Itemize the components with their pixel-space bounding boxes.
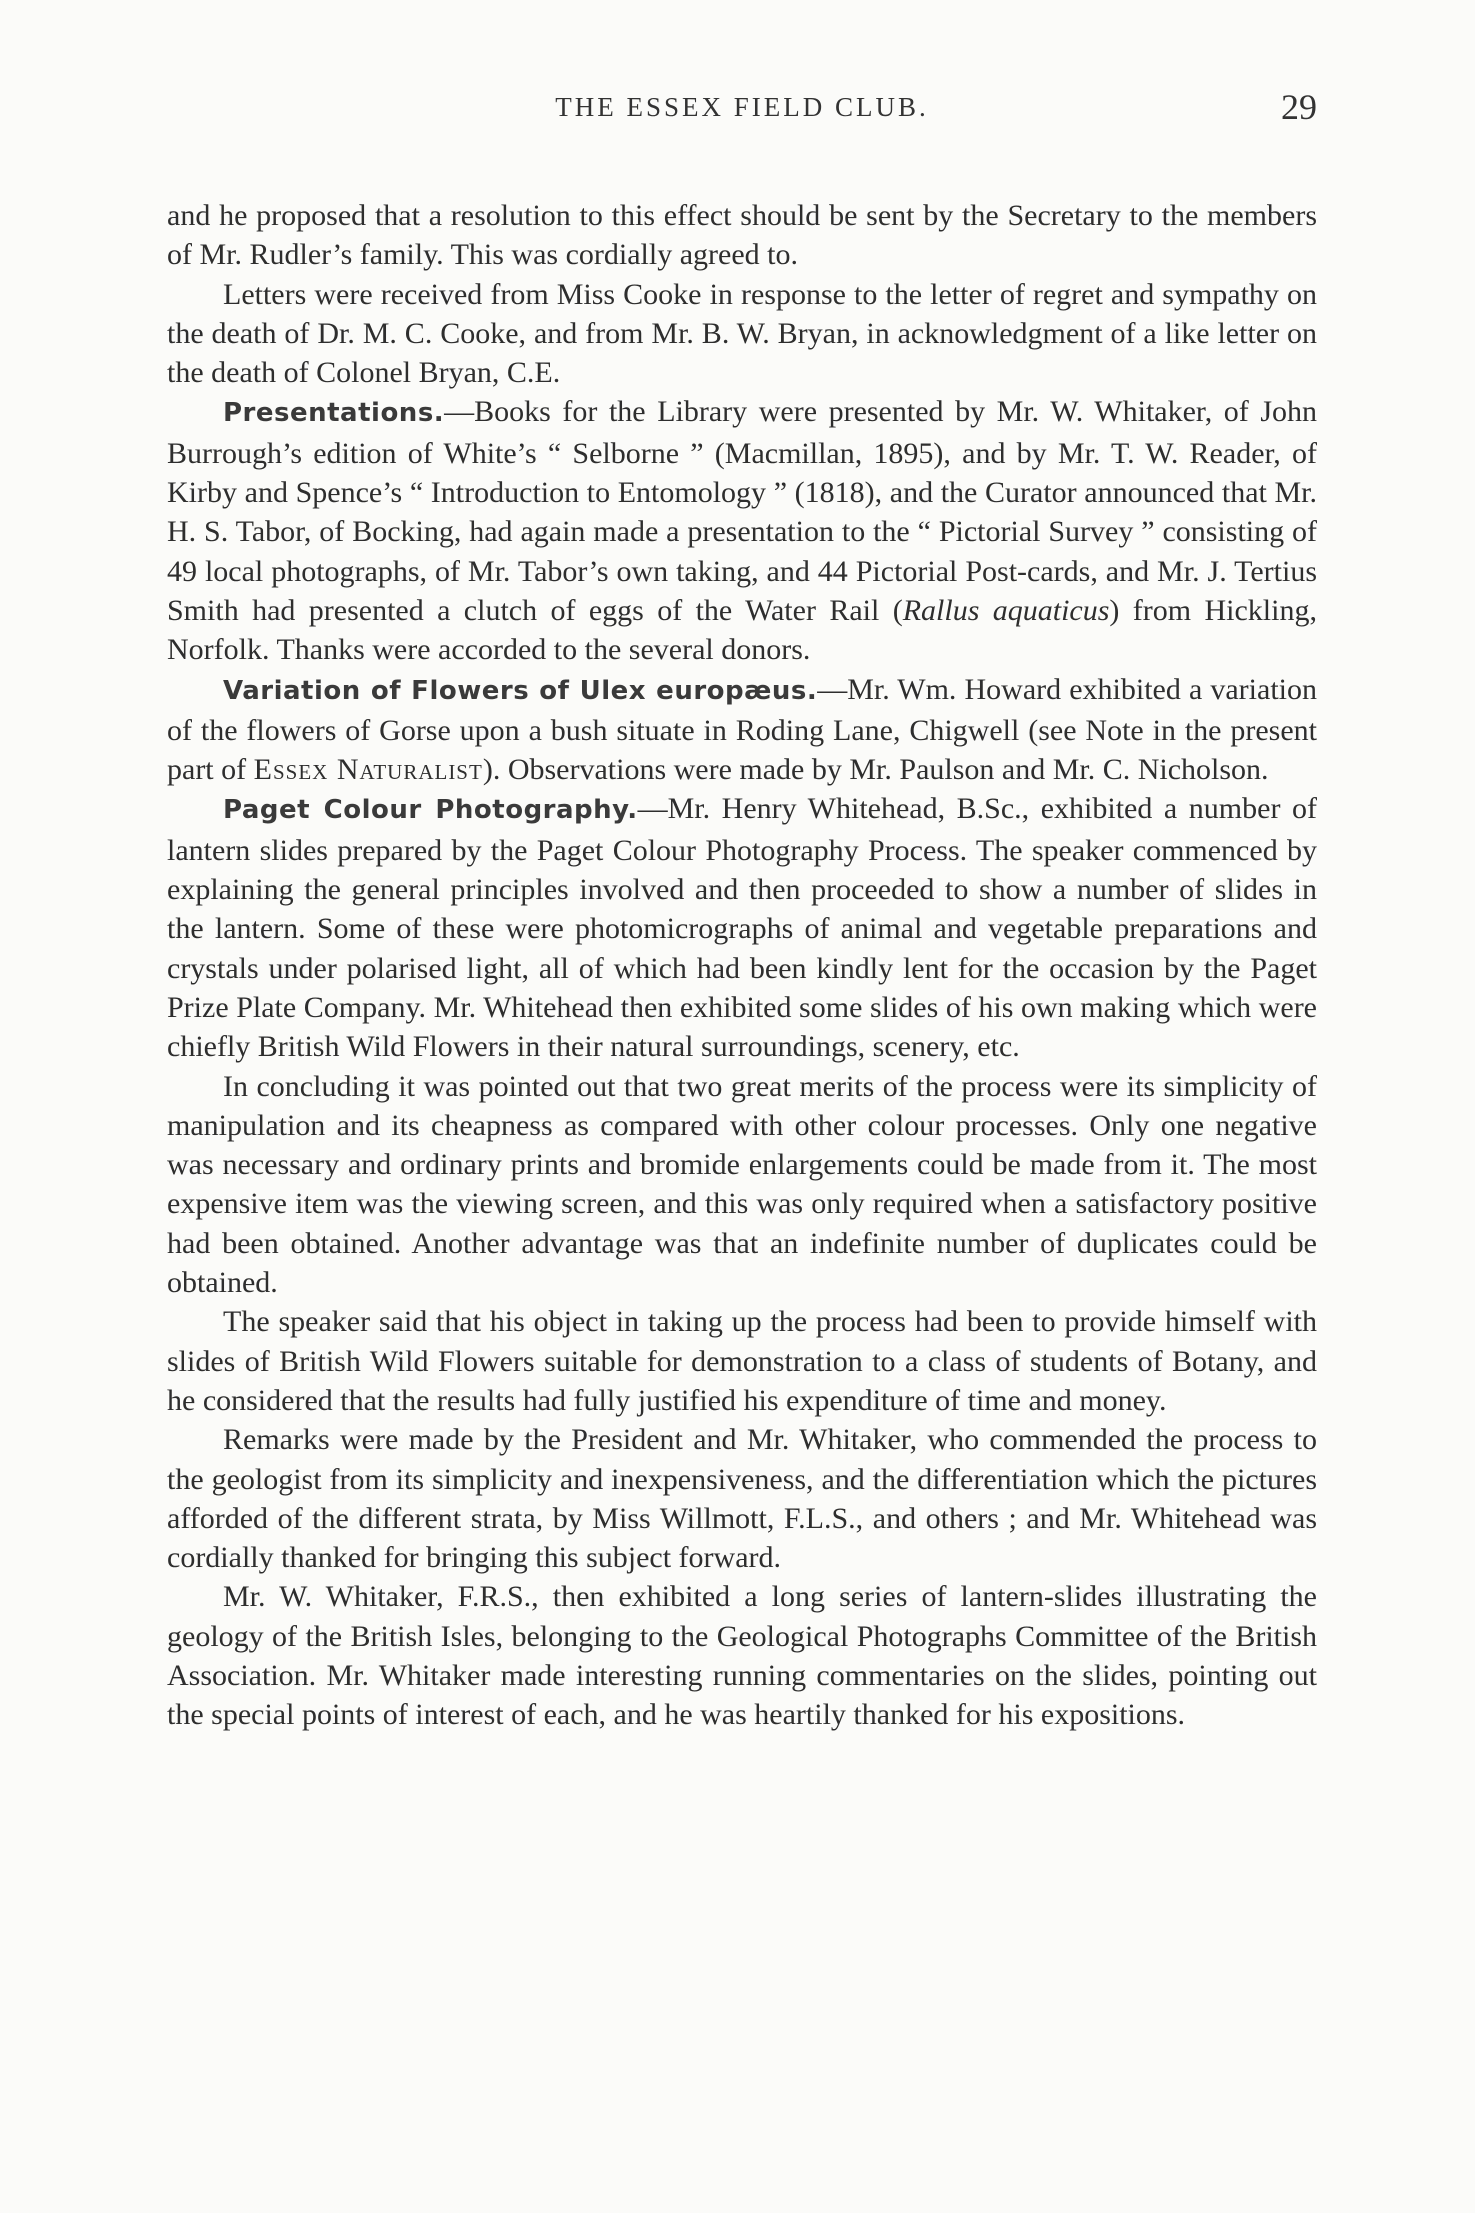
- paget-text: —Mr. Henry Whitehead, B.Sc., exhibited a number of lantern slides prepared by the Paget Colour Photography Process. The speaker commenced by explaining the general principles involved and then proceeded to show a number of slides in the lantern. Some of these were photomicrographs of animal and vegetable preparations and crystals under polarised light, all of which had been kindly lent for the occasion by the Paget Prize Plate Company. Mr. Whitehead then exhibited some slides of his own making which were chiefly British Wild Flowers in their natural surroundings, scenery, etc.: [167, 792, 1317, 1064]
- body-text: [167, 196, 1317, 1735]
- species-name: Rallus aquaticus: [902, 593, 1110, 627]
- section-heading-paget: Paget Colour Photography.: [223, 795, 638, 826]
- paragraph-concluding: In concluding it was pointed out that two great merits of the process were its simplicity of manipulation and its cheapness as compared with other colour processes. Only one negative was necessary and ordinary prints and bromide enlargements could be made from it. The most expensive item was the viewing screen, and this was only required when a satisfactory positive had been obtained. Another advantage was that an indefinite number of duplicates could be obtained.: [167, 1069, 1317, 1300]
- document-page: [167, 84, 1317, 1735]
- paragraph-letters: Letters were received from Miss Cooke in response to the letter of regret and sympathy on the death of Dr. M. C. Cooke, and from Mr. B. W. Bryan, in acknowledgment of a like letter on the death of Colonel Bryan, C.E.: [167, 277, 1317, 390]
- presentations-text-a: —Books for the Library were presented by Mr. W. Whitaker, of John Burrough’s edition of White’s “ Selborne ” (Macmillan, 1895), and by Mr. T. W. Reader, of Kirby and Spence’s “ Introduction to Entomology ” (1818), and the Curator announced that Mr. H. S. Tabor, of Bocking, had again made a presentation to the “ Pictorial Survey ” consisting of 49 local photographs, of Mr. Tabor’s own taking, and 44 Pictorial Post-cards, and Mr. J. Tertius Smith had presented a clutch of eggs of the Water Rail (: [167, 395, 1317, 627]
- paragraph-presentations: [167, 392, 1317, 669]
- page-header: [167, 84, 1317, 144]
- presentations-text-b: ) from Hickling, Norfolk. Thanks were accorded to the several donors.: [167, 593, 1317, 667]
- variation-text-b: ). Observations were made by Mr. Paulson and Mr. C. Nicholson.: [482, 753, 1269, 787]
- section-heading-variation: Variation of Flowers of Ulex europæus.: [223, 675, 818, 706]
- paragraph-variation: [167, 670, 1317, 790]
- paragraph-whitaker-slides: Mr. W. Whitaker, F.R.S., then exhibited a long series of lantern-slides illustrating the geology of the British Isles, belonging to the Geological Photographs Committee of the British Association. Mr. Whitaker made interesting running commentaries on the slides, pointing out the special points of interest of each, and he was heartily thanked for his expositions.: [167, 1580, 1317, 1732]
- paragraph-remarks: Remarks were made by the President and Mr. Whitaker, who commended the process to the geologist from its simplicity and inexpensiveness, and the differentiation which the pictures afforded of the different strata, by Miss Willmott, F.L.S., and others ; and Mr. Whitehead was cordially thanked for bringing this subject forward.: [167, 1423, 1317, 1575]
- paragraph-paget: [167, 789, 1317, 1066]
- section-heading-presentations: Presentations.: [223, 398, 445, 429]
- variation-text-a: —Mr. Wm. Howard exhibited a variation of the flowers of Gorse upon a bush situate in Roding Lane, Chigwell (see Note in the present part of: [167, 672, 1317, 787]
- page-number: 29: [1281, 87, 1317, 127]
- paragraph-speaker-object: The speaker said that his object in taking up the process had been to provide himself with slides of British Wild Flowers suitable for demonstration to a class of students of Botany, and he considered that the results had fully justified his expenditure of time and money.: [167, 1305, 1317, 1417]
- running-title: THE ESSEX FIELD CLUB.: [555, 92, 929, 122]
- paragraph-continuation: and he proposed that a resolution to this effect should be sent by the Secretary to the members of Mr. Rudler’s family. This was cordially agreed to.: [167, 199, 1317, 272]
- journal-name: Essex Naturalist: [253, 753, 483, 787]
